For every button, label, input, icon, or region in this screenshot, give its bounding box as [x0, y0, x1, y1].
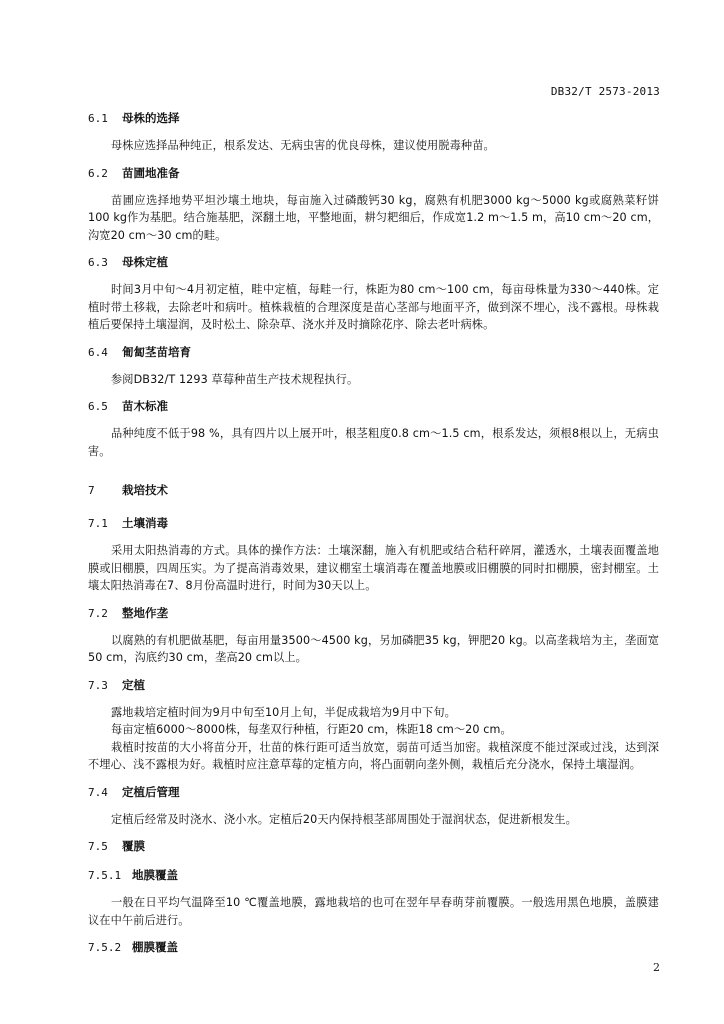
section-heading-7-5 — [88, 836, 659, 857]
paragraph: 栽植时按苗的大小将苗分开，壮苗的株行距可适当放宽，弱苗可适当加密。栽植深度不能过深或过浅，达到深不埋心、浅不露根为好。栽植时应注意草莓的定植方向，将凸面朝向垄外侧，栽植后充分浇水，保持土壤湿润。 — [88, 740, 659, 771]
section-number: 6.3 — [88, 256, 108, 269]
paragraph: 露地栽培定植时间为9月中旬至10月上旬，半促成栽培为9月中下旬。 — [111, 705, 456, 719]
section-title: 苗圃地准备 — [122, 165, 180, 180]
page-number: 2 — [653, 961, 660, 974]
section-number: 7.5.2 — [88, 941, 122, 954]
section-title: 地膜覆盖 — [132, 868, 178, 882]
section-number: 7.5 — [88, 840, 108, 853]
section-number: 6.1 — [88, 112, 108, 125]
section-title: 整地作垄 — [122, 605, 168, 620]
section-heading-6-1 — [88, 108, 659, 129]
paragraph: 定植后经常及时浇水、浇小水。定植后20天内保持根茎部周围处于湿润状态，促进新根发生。 — [111, 812, 577, 826]
paragraph: 以腐熟的有机肥做基肥，每亩用量3500～4500 kg，另加磷肥35 kg，钾肥20 kg。以高垄栽培为主，垄面宽50 cm，沟底约30 cm，垄高20 cm以上。 — [88, 633, 659, 664]
section-heading-7-3 — [88, 675, 659, 696]
section-number: 6.2 — [88, 166, 108, 180]
section-title: 母株定植 — [122, 255, 168, 269]
section-title: 定植 — [122, 677, 145, 692]
section-title: 母株的选择 — [122, 111, 180, 125]
section-title: 苗木标准 — [122, 399, 168, 413]
section-heading-6-3 — [88, 252, 659, 273]
paragraph: 参阅DB32/T 1293 草莓种苗生产技术规程执行。 — [111, 372, 359, 386]
section-number: 7.2 — [88, 606, 108, 620]
section-number: 7.3 — [88, 678, 108, 692]
section-title: 匍匐茎苗培育 — [122, 344, 191, 359]
section-heading-7-4 — [88, 782, 659, 803]
section-title: 土壤消毒 — [122, 516, 168, 530]
section-title: 栽培技术 — [122, 483, 168, 497]
document-code: DB32/T 2573-2013 — [550, 85, 660, 98]
section-number: 7.4 — [88, 785, 108, 799]
paragraph: 时间3月中旬～4月初定植，畦中定植，每畦一行，株距为80 cm～100 cm，每亩母株量为330～440株。定植时带土移栽，去除老叶和病叶。植株栽植的合理深度是苗心茎部与地面平齐，做到深不埋心，浅不露根。母株栽植后要保持土壤湿润，及时松土、除杂草、浇水并及时摘除花序、除去老叶病株。 — [88, 283, 659, 331]
section-title: 定植后管理 — [122, 784, 180, 799]
section-heading-7-5-1 — [88, 865, 659, 886]
section-heading-7-2 — [88, 603, 659, 624]
section-heading-6-4 — [88, 342, 659, 363]
chapter-heading-7 — [88, 480, 659, 501]
paragraph: 品种纯度不低于98 %，具有四片以上展开叶，根茎粗度0.8 cm～1.5 cm，根系发达，须根8根以上，无病虫害。 — [88, 427, 659, 458]
section-title: 覆膜 — [122, 839, 145, 853]
section-heading-7-5-2 — [88, 937, 659, 958]
document-body — [88, 108, 659, 958]
section-title: 棚膜覆盖 — [132, 940, 178, 954]
section-number: 6.5 — [88, 400, 108, 413]
section-heading-7-1 — [88, 513, 659, 534]
paragraph: 苗圃应选择地势平坦沙壤土地块，每亩施入过磷酸钙30 kg，腐熟有机肥3000 kg～5000 kg或腐熟菜籽饼100 kg作为基肥。结合施基肥，深翻土地，平整地面，耕匀耙细后，作成宽1.2 m～1.5 m，高10 cm～20 cm，沟宽20 cm～30 cm的畦。 — [88, 193, 659, 242]
section-number: 7.5.1 — [88, 869, 122, 882]
section-number: 7.1 — [88, 517, 108, 530]
paragraph: 每亩定植6000～8000株，每垄双行种植，行距20 cm，株距18 cm～20 cm。 — [111, 723, 512, 736]
section-number: 6.4 — [88, 345, 108, 359]
paragraph: 一般在日平均气温降至10 ℃覆盖地膜，露地栽培的也可在翌年早春萌芽前覆膜。一般选用黑色地膜，盖膜建议在中午前后进行。 — [88, 896, 659, 927]
section-heading-6-5 — [88, 396, 659, 417]
paragraph: 采用太阳热消毒的方式。具体的操作方法：土壤深翻，施入有机肥或结合秸秆碎屑，灌透水，土壤表面覆盖地膜或旧棚膜，四周压实。为了提高消毒效果，建议棚室土壤消毒在覆盖地膜或旧棚膜的同时扣棚膜，密封棚室。土壤太阳热消毒在7、8月份高温时进行，时间为30天以上。 — [88, 544, 659, 592]
section-number: 7 — [88, 484, 95, 497]
paragraph: 母株应选择品种纯正，根系发达、无病虫害的优良母株，建议使用脱毒种苗。 — [111, 139, 495, 152]
section-heading-6-2 — [88, 163, 659, 184]
